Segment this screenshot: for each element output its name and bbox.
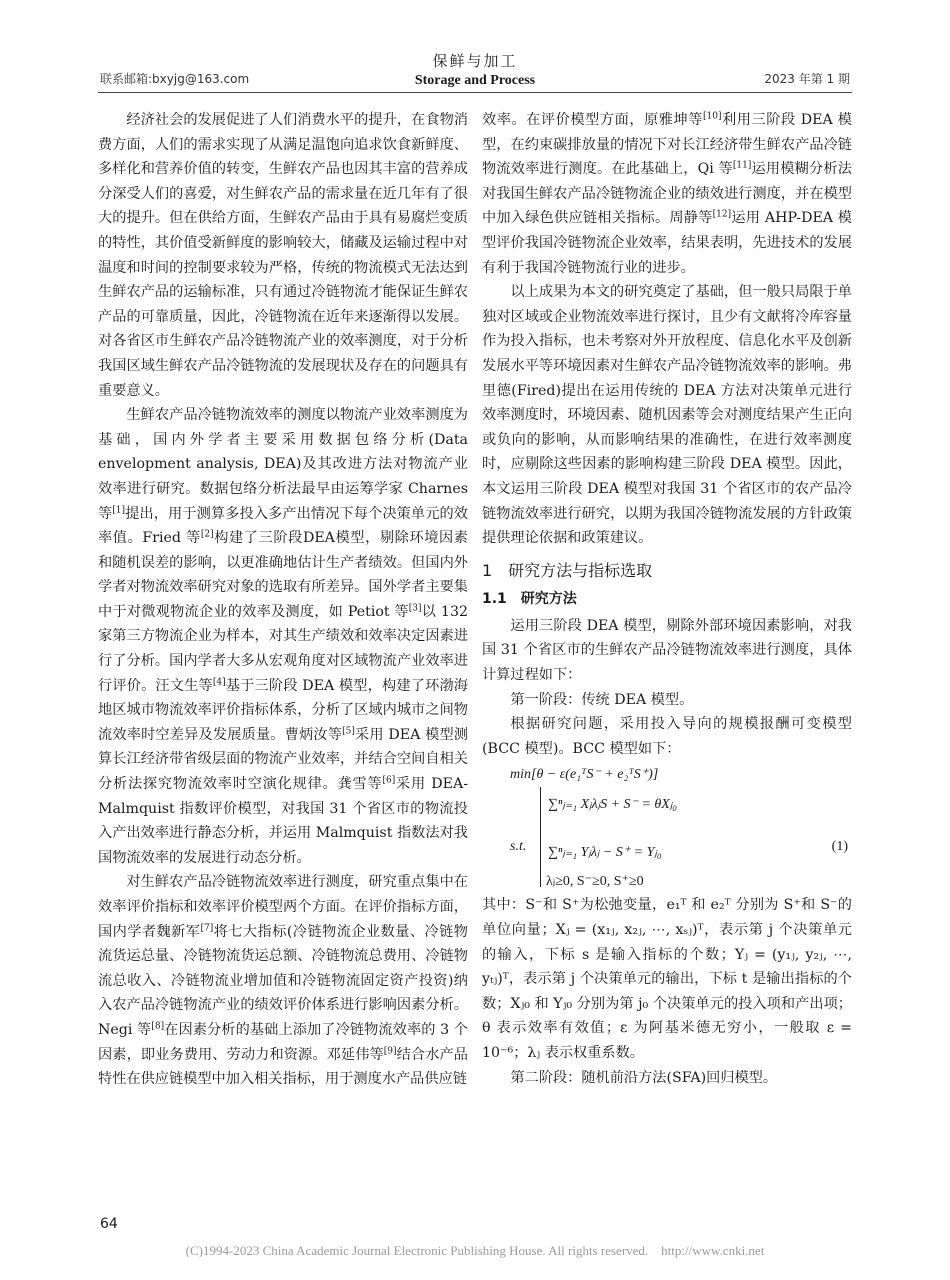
copyright-watermark: (C)1994-2023 China Academic Journal Electronic Publishing House. All rights reserved. http://www.cnki.net — [185, 1243, 765, 1258]
paragraph: 第二阶段：随机前沿方法(SFA)回归模型。 — [510, 1069, 778, 1086]
citation: [3] — [408, 603, 422, 614]
header-divider — [98, 92, 852, 93]
paragraph: 其中：S⁻和 S⁺为松弛变量，e₁ᵀ 和 e₂ᵀ 分别为 S⁺和 S⁻的单位向量；Xⱼ = (x₁ⱼ, x₂ⱼ, ⋯, xₛⱼ)ᵀ，表示第 j 个决策单元的输入，下标 s 是输入指标的个数；Yⱼ = (y₁ⱼ, y₂ⱼ, ⋯, yₜⱼ)ᵀ，表示第 j 个决策单元的输出，下标 t 是输出指标的个数；Xⱼ₀ 和 Yⱼ₀ 分别为第 j₀ 个决策单元的投入项和产出项；θ 表示效率有效值；ε 为阿基米德无穷小，一般取 ε = 10⁻⁶；λⱼ 表示权重系数。 — [482, 897, 852, 1061]
equation-number: (1) — [831, 839, 848, 855]
paragraph — [98, 403, 468, 870]
citation: [1] — [112, 504, 126, 515]
text: 结合水产品特性在供应链模型中加入相关指标，用于测度水产品供应链 — [98, 1046, 468, 1088]
formula-objective: min[θ − ε(e₁ᵀS⁻ + e₂ᵀS⁺)] — [510, 767, 659, 783]
text: 采用 DEA-Malmquist 指数评价模型，对我国 31 个省区市的物流投入产出效率进行静态分析，并运用 Malmquist 指数法对我国物流效率的发展进行动态分析。 — [98, 776, 468, 866]
text: 以 132 家第三方物流企业为样本，对其生产绩效和效率决定因素进行了分析。国内学者大多从宏观角度对区域物流产业效率进行评价。汪文生等 — [98, 603, 468, 694]
citation: [12] — [712, 209, 732, 220]
citation: [6] — [382, 775, 396, 786]
text: 将七大指标(冷链物流企业数量、冷链物流货运总量、冷链物流货运总额、冷链物流总费用、冷链物流总收入、冷链物流业增加值和冷链物流固定资产投资)纳入农产品冷链物流产业的绩效评价体系进行影响因素分析。Negi 等 — [98, 923, 468, 1038]
citation: [2] — [200, 529, 214, 540]
text: 采用 DEA 模型测算长江经济带省级层面的物流产业效率，并结合空间自相关分析法探究物流效率时空演化规律。龚雪等 — [98, 726, 468, 793]
paragraph — [482, 108, 852, 280]
citation: [11] — [732, 160, 752, 171]
paragraph: 运用三阶段 DEA 模型，剔除外部环境因素影响，对我国 31 个省区市的生鲜农产品冷链物流效率进行测度，具体计算过程如下： — [482, 617, 852, 684]
text: 运用 AHP-DEA 模型评价我国冷链物流企业效率，结果表明，先进技术的发展有利于我国冷链物流行业的进步。 — [482, 210, 852, 276]
citation: [4] — [212, 676, 226, 687]
text: 运用模糊分析法对我国生鲜农产品冷链物流企业的绩效进行测度，并在模型中加入绿色供应链相关指标。周静等 — [482, 161, 852, 227]
citation: [5] — [342, 726, 355, 737]
bcc-formula — [482, 763, 852, 891]
citation: [9] — [383, 1045, 397, 1056]
header-email: 联系邮箱:bxyjg@163.com — [100, 72, 250, 86]
right-column — [482, 108, 852, 1090]
paragraph — [98, 870, 468, 1091]
text: 利用三阶段 DEA 模型，在约束碳排放量的情况下对长江经济带生鲜农产品冷链物流效率进行测度。在此基础上，Qi 等 — [482, 112, 852, 178]
text: 基于三阶段 DEA 模型，构建了环渤海地区城市物流效率评价指标体系，分析了区域内城市之间物流效率时空差异及发展质量。曹炳汝等 — [98, 677, 468, 743]
formula-subject-to: s.t. — [510, 839, 527, 855]
text: 在因素分析的基础上添加了冷链物流效率的 3 个因素，即业务费用、劳动力和资源。邓延伟等 — [98, 1021, 468, 1063]
paragraph: 经济社会的发展促进了人们消费水平的提升，在食物消费方面，人们的需求实现了从满足温饱向追求饮食新鲜度、多样化和营养价值的转变，生鲜农产品也因其丰富的营养成分深受人们的喜爱，对生鲜农产品的需求量在近几年有了很大的提升。但在供给方面，生鲜农产品由于具有易腐烂变质的特性，其价值受新鲜度的影响较大，储藏及运输过程中对温度和时间的控制要求较为严格，传统的物流模式无法达到生鲜农产品的运输标准，只有通过冷链物流才能保证生鲜农产品的可靠质量，因此，冷链物流在近年来逐渐得以发展。对各省区市生鲜农产品冷链物流产业的效率测度，对于分析我国区域生鲜农产品冷链物流的发展现状及存在的问题具有重要意义。 — [98, 112, 468, 399]
citation: [8] — [151, 1021, 165, 1032]
formula-constraint-1: ∑ⁿⱼ₌₁ XⱼλⱼS + S⁻ = θXⱼ₀ — [548, 797, 678, 813]
citation: [7] — [200, 922, 214, 933]
journal-title-cn: 保鲜与加工 — [432, 52, 518, 70]
subsection-title: 1.1 研究方法 — [482, 591, 577, 608]
header-issue: 2023 年第 1 期 — [764, 72, 850, 86]
text: 提出，用于测算多投入多产出情况下每个决策单元的效率值。Fried 等 — [98, 505, 468, 547]
text: 对生鲜农产品冷链物流效率进行测度，研究重点集中在效率评价指标和效率评价模型两个方面。在评价指标方面，国内学者魏新军 — [98, 874, 468, 940]
paragraph: 第一阶段：传统 DEA 模型。 — [510, 691, 694, 708]
text: 构建了三阶段DEA模型，剔除环境因素和随机误差的影响，以更准确地估计生产者绩效。但国内外学者对物流效率研究对象的选取有所差异。国外学者主要集中于对微观物流企业的效率及测度，如 Petiot 等 — [98, 530, 468, 620]
text: 效率。在评价模型方面，原雅坤等 — [482, 112, 704, 128]
paragraph: 以上成果为本文的研究奠定了基础，但一般只局限于单独对区域或企业物流效率进行探讨，且少有文献将冷库容量作为投入指标，也未考察对外开放程度、信息化水平及创新发展水平等环境因素对生鲜农产品冷链物流效率的影响。弗里德(Fired)提出在运用传统的 DEA 方法对决策单元进行效率测度时，环境因素、随机因素等会对测度结果产生正向或负向的影响，从而影响结果的准确性，在进行效率测度时，应剔除这些因素的影响构建三阶段 DEA 模型。因此，本文运用三阶段 DEA 模型对我国 31 个省区市的农产品冷链物流效率进行研究，以期为我国冷链物流发展的方针政策提供理论依据和政策建议。 — [482, 284, 852, 547]
text: 生鲜农产品冷链物流效率的测度以物流产业效率测度为基础，国内外学者主要采用数据包络分析(Data envelopment analysis, DEA)及其改进方法对物流产业效率进行研究。数据包络分析法最早由运筹学家 Charnes 等 — [98, 407, 468, 522]
paragraph: 根据研究问题，采用投入导向的规模报酬可变模型(BCC 模型)。BCC 模型如下： — [482, 716, 852, 757]
formula-constraint-3: λⱼ≥0, S⁻≥0, S⁺≥0 — [546, 874, 644, 890]
formula-brace — [540, 787, 541, 887]
left-column — [98, 108, 468, 1092]
journal-title-en: Storage and Process — [414, 73, 536, 88]
section-title: 1 研究方法与指标选取 — [482, 560, 653, 580]
citation: [10] — [703, 111, 722, 122]
page-number: 64 — [100, 1216, 118, 1232]
formula-constraint-2: ∑ⁿⱼ₌₁ Yⱼλⱼ − S⁺ = Yⱼ₀ — [548, 845, 662, 861]
